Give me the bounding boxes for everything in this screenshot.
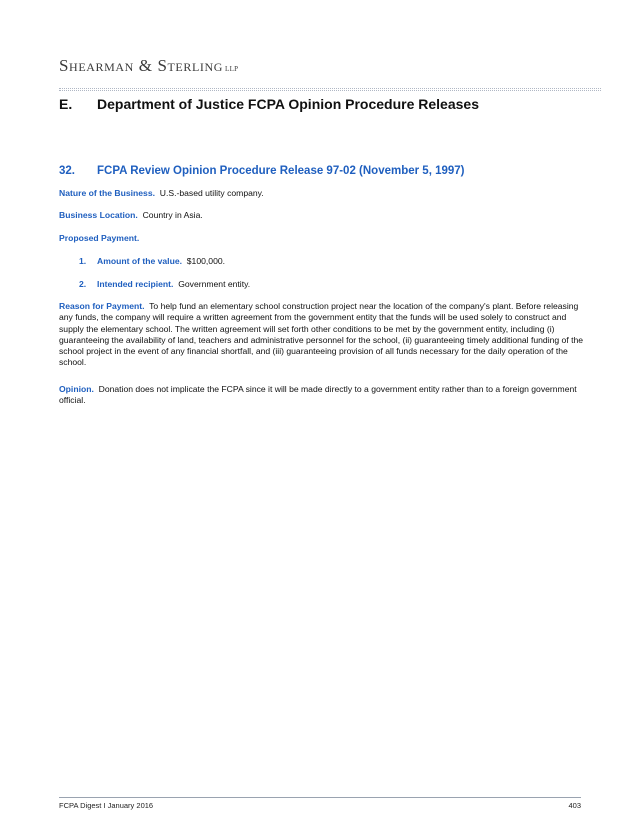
- section-letter: E.: [59, 96, 73, 112]
- payment-item-number: 2.: [79, 279, 87, 289]
- opinion-label: Opinion.: [59, 384, 94, 394]
- firm-logo: [59, 56, 238, 76]
- section-title: Department of Justice FCPA Opinion Procedure Releases: [97, 96, 479, 112]
- section-heading: [59, 96, 479, 112]
- payment-item-number: 1.: [79, 256, 87, 266]
- firm-suffix: LLP: [225, 65, 239, 73]
- reason-text: To help fund an elementary school construction project near the location of the company's plant. Before releasing any funds, the company will require a written agreement from the government entity that the funds will be used solely to construct and supply the elementary school. The written agreement will set forth other conditions to be met by the government entity, including (i) guaranteeing the availability of land, teachers and administrative personnel for the school, (ii) guaranteeing timely additional funding of the school project in the event of any financial shortfall, and (iii) guaranteeing provision of all funds necessary for the daily operation of the school.: [59, 301, 584, 368]
- nature-paragraph: [59, 188, 589, 199]
- location-text: Country in Asia.: [142, 210, 203, 220]
- location-label: Business Location.: [59, 210, 138, 220]
- proposed-label: Proposed Payment.: [59, 233, 140, 243]
- location-paragraph: [59, 210, 589, 221]
- proposed-paragraph: [59, 233, 589, 244]
- footer-publication: FCPA Digest I January 2016: [59, 801, 154, 810]
- payment-item: [79, 256, 225, 266]
- payment-item-label: Intended recipient.: [97, 279, 174, 289]
- payment-item-text: Government entity.: [178, 279, 251, 289]
- payment-item-text: $100,000.: [186, 256, 226, 266]
- opinion-paragraph: [59, 384, 589, 407]
- reason-paragraph: [59, 301, 589, 369]
- header-rule: [59, 88, 601, 91]
- release-title: FCPA Review Opinion Procedure Release 97-02 (November 5, 1997): [97, 165, 465, 177]
- reason-label: Reason for Payment.: [59, 301, 145, 311]
- opinion-text: Donation does not implicate the FCPA since it will be made directly to a government entity rather than to a foreign government official.: [59, 384, 577, 406]
- release-heading: [59, 165, 465, 177]
- payment-item-label: Amount of the value.: [97, 256, 182, 266]
- footer-rule: [59, 797, 581, 798]
- release-number: 32.: [59, 165, 75, 177]
- payment-item: [79, 279, 250, 289]
- nature-label: Nature of the Business.: [59, 188, 155, 198]
- page-number: 403: [568, 801, 581, 810]
- nature-text: U.S.-based utility company.: [159, 188, 264, 198]
- firm-name: Shearman & Sterling: [59, 56, 224, 75]
